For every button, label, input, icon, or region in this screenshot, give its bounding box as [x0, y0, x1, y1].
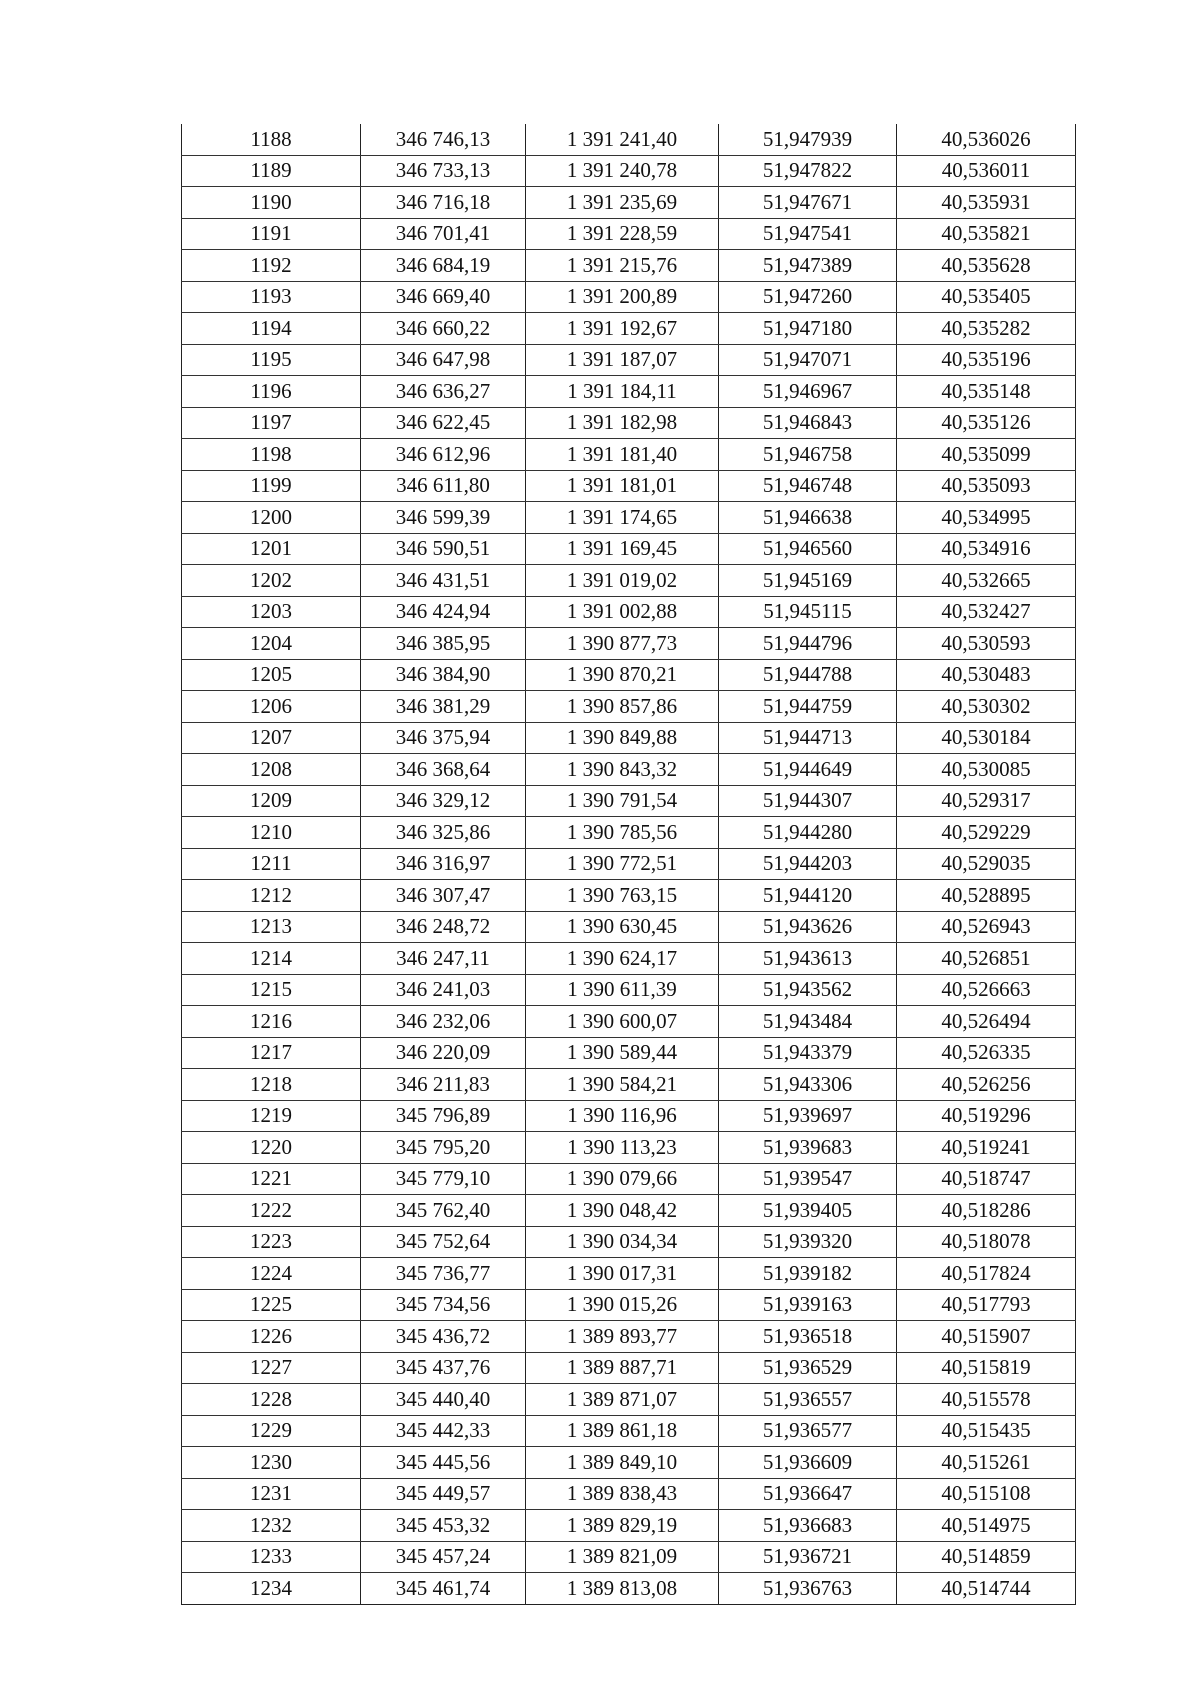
- latitude-cell: 51,943484: [719, 1006, 897, 1038]
- point-number-cell: 1233: [182, 1541, 361, 1573]
- longitude-cell: 40,536026: [897, 124, 1076, 155]
- longitude-cell: 40,535821: [897, 218, 1076, 250]
- y-coordinate-cell: 1 389 893,77: [526, 1321, 719, 1353]
- latitude-cell: 51,943379: [719, 1037, 897, 1069]
- point-number-cell: 1229: [182, 1415, 361, 1447]
- table-row: [182, 1069, 1076, 1101]
- latitude-cell: 51,939163: [719, 1289, 897, 1321]
- table-row: [182, 1195, 1076, 1227]
- table-row: [182, 124, 1076, 155]
- y-coordinate-cell: 1 390 017,31: [526, 1258, 719, 1290]
- y-coordinate-cell: 1 391 019,02: [526, 565, 719, 597]
- point-number-cell: 1206: [182, 691, 361, 723]
- y-coordinate-cell: 1 391 182,98: [526, 407, 719, 439]
- x-coordinate-cell: 345 762,40: [361, 1195, 526, 1227]
- longitude-cell: 40,518286: [897, 1195, 1076, 1227]
- latitude-cell: 51,946843: [719, 407, 897, 439]
- table-row: [182, 1132, 1076, 1164]
- latitude-cell: 51,943562: [719, 974, 897, 1006]
- longitude-cell: 40,532665: [897, 565, 1076, 597]
- table-row: [182, 470, 1076, 502]
- point-number-cell: 1207: [182, 722, 361, 754]
- x-coordinate-cell: 345 795,20: [361, 1132, 526, 1164]
- point-number-cell: 1223: [182, 1226, 361, 1258]
- longitude-cell: 40,515578: [897, 1384, 1076, 1416]
- x-coordinate-cell: 346 636,27: [361, 376, 526, 408]
- longitude-cell: 40,515108: [897, 1478, 1076, 1510]
- x-coordinate-cell: 345 461,74: [361, 1573, 526, 1605]
- y-coordinate-cell: 1 391 002,88: [526, 596, 719, 628]
- table-row: [182, 1163, 1076, 1195]
- y-coordinate-cell: 1 390 877,73: [526, 628, 719, 660]
- point-number-cell: 1209: [182, 785, 361, 817]
- table-row: [182, 1573, 1076, 1605]
- point-number-cell: 1205: [182, 659, 361, 691]
- latitude-cell: 51,939683: [719, 1132, 897, 1164]
- x-coordinate-cell: 346 248,72: [361, 911, 526, 943]
- y-coordinate-cell: 1 391 200,89: [526, 281, 719, 313]
- table-row: [182, 880, 1076, 912]
- longitude-cell: 40,526256: [897, 1069, 1076, 1101]
- y-coordinate-cell: 1 391 184,11: [526, 376, 719, 408]
- longitude-cell: 40,529229: [897, 817, 1076, 849]
- point-number-cell: 1193: [182, 281, 361, 313]
- table-row: [182, 911, 1076, 943]
- x-coordinate-cell: 346 375,94: [361, 722, 526, 754]
- longitude-cell: 40,536011: [897, 155, 1076, 187]
- latitude-cell: 51,939182: [719, 1258, 897, 1290]
- latitude-cell: 51,943613: [719, 943, 897, 975]
- longitude-cell: 40,515907: [897, 1321, 1076, 1353]
- table-row: [182, 502, 1076, 534]
- point-number-cell: 1212: [182, 880, 361, 912]
- y-coordinate-cell: 1 390 624,17: [526, 943, 719, 975]
- table-row: [182, 1289, 1076, 1321]
- x-coordinate-cell: 346 316,97: [361, 848, 526, 880]
- table-row: [182, 974, 1076, 1006]
- y-coordinate-cell: 1 390 079,66: [526, 1163, 719, 1195]
- point-number-cell: 1213: [182, 911, 361, 943]
- x-coordinate-cell: 345 449,57: [361, 1478, 526, 1510]
- coordinates-table: [181, 124, 1076, 1605]
- y-coordinate-cell: 1 390 048,42: [526, 1195, 719, 1227]
- y-coordinate-cell: 1 390 791,54: [526, 785, 719, 817]
- table-row: [182, 1447, 1076, 1479]
- longitude-cell: 40,526335: [897, 1037, 1076, 1069]
- table-row: [182, 754, 1076, 786]
- table-row: [182, 1352, 1076, 1384]
- point-number-cell: 1191: [182, 218, 361, 250]
- point-number-cell: 1201: [182, 533, 361, 565]
- y-coordinate-cell: 1 390 870,21: [526, 659, 719, 691]
- y-coordinate-cell: 1 390 763,15: [526, 880, 719, 912]
- table-row: [182, 1100, 1076, 1132]
- y-coordinate-cell: 1 391 192,67: [526, 313, 719, 345]
- x-coordinate-cell: 346 232,06: [361, 1006, 526, 1038]
- point-number-cell: 1231: [182, 1478, 361, 1510]
- latitude-cell: 51,946967: [719, 376, 897, 408]
- longitude-cell: 40,515435: [897, 1415, 1076, 1447]
- table-row: [182, 1510, 1076, 1542]
- longitude-cell: 40,526943: [897, 911, 1076, 943]
- latitude-cell: 51,944796: [719, 628, 897, 660]
- table-row: [182, 218, 1076, 250]
- longitude-cell: 40,530184: [897, 722, 1076, 754]
- x-coordinate-cell: 346 431,51: [361, 565, 526, 597]
- point-number-cell: 1222: [182, 1195, 361, 1227]
- latitude-cell: 51,936577: [719, 1415, 897, 1447]
- y-coordinate-cell: 1 389 821,09: [526, 1541, 719, 1573]
- y-coordinate-cell: 1 390 116,96: [526, 1100, 719, 1132]
- point-number-cell: 1189: [182, 155, 361, 187]
- y-coordinate-cell: 1 389 813,08: [526, 1573, 719, 1605]
- point-number-cell: 1219: [182, 1100, 361, 1132]
- latitude-cell: 51,944307: [719, 785, 897, 817]
- y-coordinate-cell: 1 391 174,65: [526, 502, 719, 534]
- longitude-cell: 40,526494: [897, 1006, 1076, 1038]
- point-number-cell: 1221: [182, 1163, 361, 1195]
- y-coordinate-cell: 1 390 843,32: [526, 754, 719, 786]
- latitude-cell: 51,936763: [719, 1573, 897, 1605]
- x-coordinate-cell: 345 736,77: [361, 1258, 526, 1290]
- latitude-cell: 51,946748: [719, 470, 897, 502]
- latitude-cell: 51,944203: [719, 848, 897, 880]
- latitude-cell: 51,939405: [719, 1195, 897, 1227]
- longitude-cell: 40,529317: [897, 785, 1076, 817]
- x-coordinate-cell: 346 647,98: [361, 344, 526, 376]
- point-number-cell: 1232: [182, 1510, 361, 1542]
- point-number-cell: 1211: [182, 848, 361, 880]
- latitude-cell: 51,936518: [719, 1321, 897, 1353]
- table-row: [182, 565, 1076, 597]
- table-row: [182, 943, 1076, 975]
- point-number-cell: 1192: [182, 250, 361, 282]
- point-number-cell: 1208: [182, 754, 361, 786]
- x-coordinate-cell: 345 445,56: [361, 1447, 526, 1479]
- table-row: [182, 187, 1076, 219]
- longitude-cell: 40,528895: [897, 880, 1076, 912]
- latitude-cell: 51,947822: [719, 155, 897, 187]
- longitude-cell: 40,535093: [897, 470, 1076, 502]
- x-coordinate-cell: 345 779,10: [361, 1163, 526, 1195]
- coordinates-table-body: [182, 124, 1076, 1604]
- longitude-cell: 40,526851: [897, 943, 1076, 975]
- x-coordinate-cell: 345 436,72: [361, 1321, 526, 1353]
- latitude-cell: 51,944649: [719, 754, 897, 786]
- longitude-cell: 40,514744: [897, 1573, 1076, 1605]
- table-row: [182, 1006, 1076, 1038]
- point-number-cell: 1203: [182, 596, 361, 628]
- y-coordinate-cell: 1 390 034,34: [526, 1226, 719, 1258]
- longitude-cell: 40,535148: [897, 376, 1076, 408]
- y-coordinate-cell: 1 391 235,69: [526, 187, 719, 219]
- y-coordinate-cell: 1 391 181,40: [526, 439, 719, 471]
- point-number-cell: 1226: [182, 1321, 361, 1353]
- latitude-cell: 51,945169: [719, 565, 897, 597]
- x-coordinate-cell: 346 384,90: [361, 659, 526, 691]
- point-number-cell: 1234: [182, 1573, 361, 1605]
- x-coordinate-cell: 346 211,83: [361, 1069, 526, 1101]
- longitude-cell: 40,535405: [897, 281, 1076, 313]
- latitude-cell: 51,936557: [719, 1384, 897, 1416]
- table-row: [182, 1321, 1076, 1353]
- latitude-cell: 51,945115: [719, 596, 897, 628]
- latitude-cell: 51,946758: [719, 439, 897, 471]
- x-coordinate-cell: 346 669,40: [361, 281, 526, 313]
- latitude-cell: 51,947180: [719, 313, 897, 345]
- x-coordinate-cell: 346 385,95: [361, 628, 526, 660]
- longitude-cell: 40,514859: [897, 1541, 1076, 1573]
- x-coordinate-cell: 346 716,18: [361, 187, 526, 219]
- longitude-cell: 40,530483: [897, 659, 1076, 691]
- table-row: [182, 817, 1076, 849]
- x-coordinate-cell: 345 457,24: [361, 1541, 526, 1573]
- longitude-cell: 40,535196: [897, 344, 1076, 376]
- longitude-cell: 40,535126: [897, 407, 1076, 439]
- y-coordinate-cell: 1 391 228,59: [526, 218, 719, 250]
- x-coordinate-cell: 346 220,09: [361, 1037, 526, 1069]
- point-number-cell: 1198: [182, 439, 361, 471]
- x-coordinate-cell: 346 733,13: [361, 155, 526, 187]
- y-coordinate-cell: 1 390 857,86: [526, 691, 719, 723]
- point-number-cell: 1225: [182, 1289, 361, 1321]
- table-row: [182, 691, 1076, 723]
- x-coordinate-cell: 346 241,03: [361, 974, 526, 1006]
- point-number-cell: 1190: [182, 187, 361, 219]
- longitude-cell: 40,534916: [897, 533, 1076, 565]
- table-row: [182, 1415, 1076, 1447]
- y-coordinate-cell: 1 389 838,43: [526, 1478, 719, 1510]
- table-row: [182, 155, 1076, 187]
- table-row: [182, 1541, 1076, 1573]
- x-coordinate-cell: 346 307,47: [361, 880, 526, 912]
- latitude-cell: 51,944713: [719, 722, 897, 754]
- y-coordinate-cell: 1 391 181,01: [526, 470, 719, 502]
- x-coordinate-cell: 345 734,56: [361, 1289, 526, 1321]
- latitude-cell: 51,943306: [719, 1069, 897, 1101]
- x-coordinate-cell: 346 684,19: [361, 250, 526, 282]
- x-coordinate-cell: 345 752,64: [361, 1226, 526, 1258]
- x-coordinate-cell: 345 442,33: [361, 1415, 526, 1447]
- latitude-cell: 51,936683: [719, 1510, 897, 1542]
- latitude-cell: 51,947541: [719, 218, 897, 250]
- longitude-cell: 40,526663: [897, 974, 1076, 1006]
- table-row: [182, 344, 1076, 376]
- table-row: [182, 439, 1076, 471]
- point-number-cell: 1216: [182, 1006, 361, 1038]
- point-number-cell: 1214: [182, 943, 361, 975]
- y-coordinate-cell: 1 390 611,39: [526, 974, 719, 1006]
- latitude-cell: 51,939547: [719, 1163, 897, 1195]
- latitude-cell: 51,939320: [719, 1226, 897, 1258]
- x-coordinate-cell: 346 612,96: [361, 439, 526, 471]
- y-coordinate-cell: 1 389 829,19: [526, 1510, 719, 1542]
- point-number-cell: 1194: [182, 313, 361, 345]
- latitude-cell: 51,947260: [719, 281, 897, 313]
- x-coordinate-cell: 346 247,11: [361, 943, 526, 975]
- point-number-cell: 1197: [182, 407, 361, 439]
- latitude-cell: 51,936529: [719, 1352, 897, 1384]
- latitude-cell: 51,939697: [719, 1100, 897, 1132]
- point-number-cell: 1196: [182, 376, 361, 408]
- x-coordinate-cell: 345 437,76: [361, 1352, 526, 1384]
- y-coordinate-cell: 1 390 772,51: [526, 848, 719, 880]
- y-coordinate-cell: 1 390 600,07: [526, 1006, 719, 1038]
- y-coordinate-cell: 1 390 113,23: [526, 1132, 719, 1164]
- longitude-cell: 40,530593: [897, 628, 1076, 660]
- y-coordinate-cell: 1 390 584,21: [526, 1069, 719, 1101]
- y-coordinate-cell: 1 389 861,18: [526, 1415, 719, 1447]
- point-number-cell: 1215: [182, 974, 361, 1006]
- x-coordinate-cell: 346 325,86: [361, 817, 526, 849]
- latitude-cell: 51,944788: [719, 659, 897, 691]
- table-row: [182, 785, 1076, 817]
- table-row: [182, 407, 1076, 439]
- latitude-cell: 51,936609: [719, 1447, 897, 1479]
- latitude-cell: 51,944120: [719, 880, 897, 912]
- latitude-cell: 51,947939: [719, 124, 897, 155]
- table-row: [182, 848, 1076, 880]
- y-coordinate-cell: 1 391 240,78: [526, 155, 719, 187]
- latitude-cell: 51,944280: [719, 817, 897, 849]
- table-row: [182, 250, 1076, 282]
- table-row: [182, 659, 1076, 691]
- point-number-cell: 1210: [182, 817, 361, 849]
- y-coordinate-cell: 1 391 241,40: [526, 124, 719, 155]
- point-number-cell: 1204: [182, 628, 361, 660]
- longitude-cell: 40,515819: [897, 1352, 1076, 1384]
- x-coordinate-cell: 346 746,13: [361, 124, 526, 155]
- longitude-cell: 40,530302: [897, 691, 1076, 723]
- x-coordinate-cell: 345 440,40: [361, 1384, 526, 1416]
- point-number-cell: 1217: [182, 1037, 361, 1069]
- x-coordinate-cell: 346 590,51: [361, 533, 526, 565]
- x-coordinate-cell: 345 453,32: [361, 1510, 526, 1542]
- point-number-cell: 1202: [182, 565, 361, 597]
- y-coordinate-cell: 1 391 169,45: [526, 533, 719, 565]
- x-coordinate-cell: 346 611,80: [361, 470, 526, 502]
- point-number-cell: 1220: [182, 1132, 361, 1164]
- y-coordinate-cell: 1 390 630,45: [526, 911, 719, 943]
- longitude-cell: 40,534995: [897, 502, 1076, 534]
- x-coordinate-cell: 346 701,41: [361, 218, 526, 250]
- longitude-cell: 40,517793: [897, 1289, 1076, 1321]
- x-coordinate-cell: 346 368,64: [361, 754, 526, 786]
- point-number-cell: 1230: [182, 1447, 361, 1479]
- y-coordinate-cell: 1 389 871,07: [526, 1384, 719, 1416]
- latitude-cell: 51,947671: [719, 187, 897, 219]
- table-row: [182, 596, 1076, 628]
- y-coordinate-cell: 1 391 187,07: [526, 344, 719, 376]
- y-coordinate-cell: 1 389 887,71: [526, 1352, 719, 1384]
- x-coordinate-cell: 346 381,29: [361, 691, 526, 723]
- x-coordinate-cell: 346 424,94: [361, 596, 526, 628]
- latitude-cell: 51,936647: [719, 1478, 897, 1510]
- y-coordinate-cell: 1 391 215,76: [526, 250, 719, 282]
- latitude-cell: 51,946638: [719, 502, 897, 534]
- y-coordinate-cell: 1 390 849,88: [526, 722, 719, 754]
- table-row: [182, 313, 1076, 345]
- y-coordinate-cell: 1 390 589,44: [526, 1037, 719, 1069]
- point-number-cell: 1227: [182, 1352, 361, 1384]
- y-coordinate-cell: 1 390 785,56: [526, 817, 719, 849]
- table-row: [182, 722, 1076, 754]
- point-number-cell: 1199: [182, 470, 361, 502]
- latitude-cell: 51,947389: [719, 250, 897, 282]
- longitude-cell: 40,535931: [897, 187, 1076, 219]
- table-row: [182, 1258, 1076, 1290]
- longitude-cell: 40,535282: [897, 313, 1076, 345]
- table-row: [182, 1226, 1076, 1258]
- longitude-cell: 40,515261: [897, 1447, 1076, 1479]
- point-number-cell: 1188: [182, 124, 361, 155]
- latitude-cell: 51,943626: [719, 911, 897, 943]
- longitude-cell: 40,535099: [897, 439, 1076, 471]
- latitude-cell: 51,946560: [719, 533, 897, 565]
- x-coordinate-cell: 346 622,45: [361, 407, 526, 439]
- longitude-cell: 40,517824: [897, 1258, 1076, 1290]
- latitude-cell: 51,936721: [719, 1541, 897, 1573]
- x-coordinate-cell: 345 796,89: [361, 1100, 526, 1132]
- table-row: [182, 1478, 1076, 1510]
- table-row: [182, 1037, 1076, 1069]
- y-coordinate-cell: 1 390 015,26: [526, 1289, 719, 1321]
- longitude-cell: 40,518747: [897, 1163, 1076, 1195]
- longitude-cell: 40,518078: [897, 1226, 1076, 1258]
- longitude-cell: 40,519296: [897, 1100, 1076, 1132]
- longitude-cell: 40,535628: [897, 250, 1076, 282]
- table-row: [182, 628, 1076, 660]
- point-number-cell: 1228: [182, 1384, 361, 1416]
- table-row: [182, 1384, 1076, 1416]
- longitude-cell: 40,519241: [897, 1132, 1076, 1164]
- point-number-cell: 1224: [182, 1258, 361, 1290]
- longitude-cell: 40,532427: [897, 596, 1076, 628]
- point-number-cell: 1195: [182, 344, 361, 376]
- latitude-cell: 51,944759: [719, 691, 897, 723]
- longitude-cell: 40,530085: [897, 754, 1076, 786]
- x-coordinate-cell: 346 329,12: [361, 785, 526, 817]
- longitude-cell: 40,529035: [897, 848, 1076, 880]
- y-coordinate-cell: 1 389 849,10: [526, 1447, 719, 1479]
- point-number-cell: 1200: [182, 502, 361, 534]
- x-coordinate-cell: 346 599,39: [361, 502, 526, 534]
- table-row: [182, 281, 1076, 313]
- latitude-cell: 51,947071: [719, 344, 897, 376]
- table-row: [182, 376, 1076, 408]
- table-row: [182, 533, 1076, 565]
- point-number-cell: 1218: [182, 1069, 361, 1101]
- x-coordinate-cell: 346 660,22: [361, 313, 526, 345]
- longitude-cell: 40,514975: [897, 1510, 1076, 1542]
